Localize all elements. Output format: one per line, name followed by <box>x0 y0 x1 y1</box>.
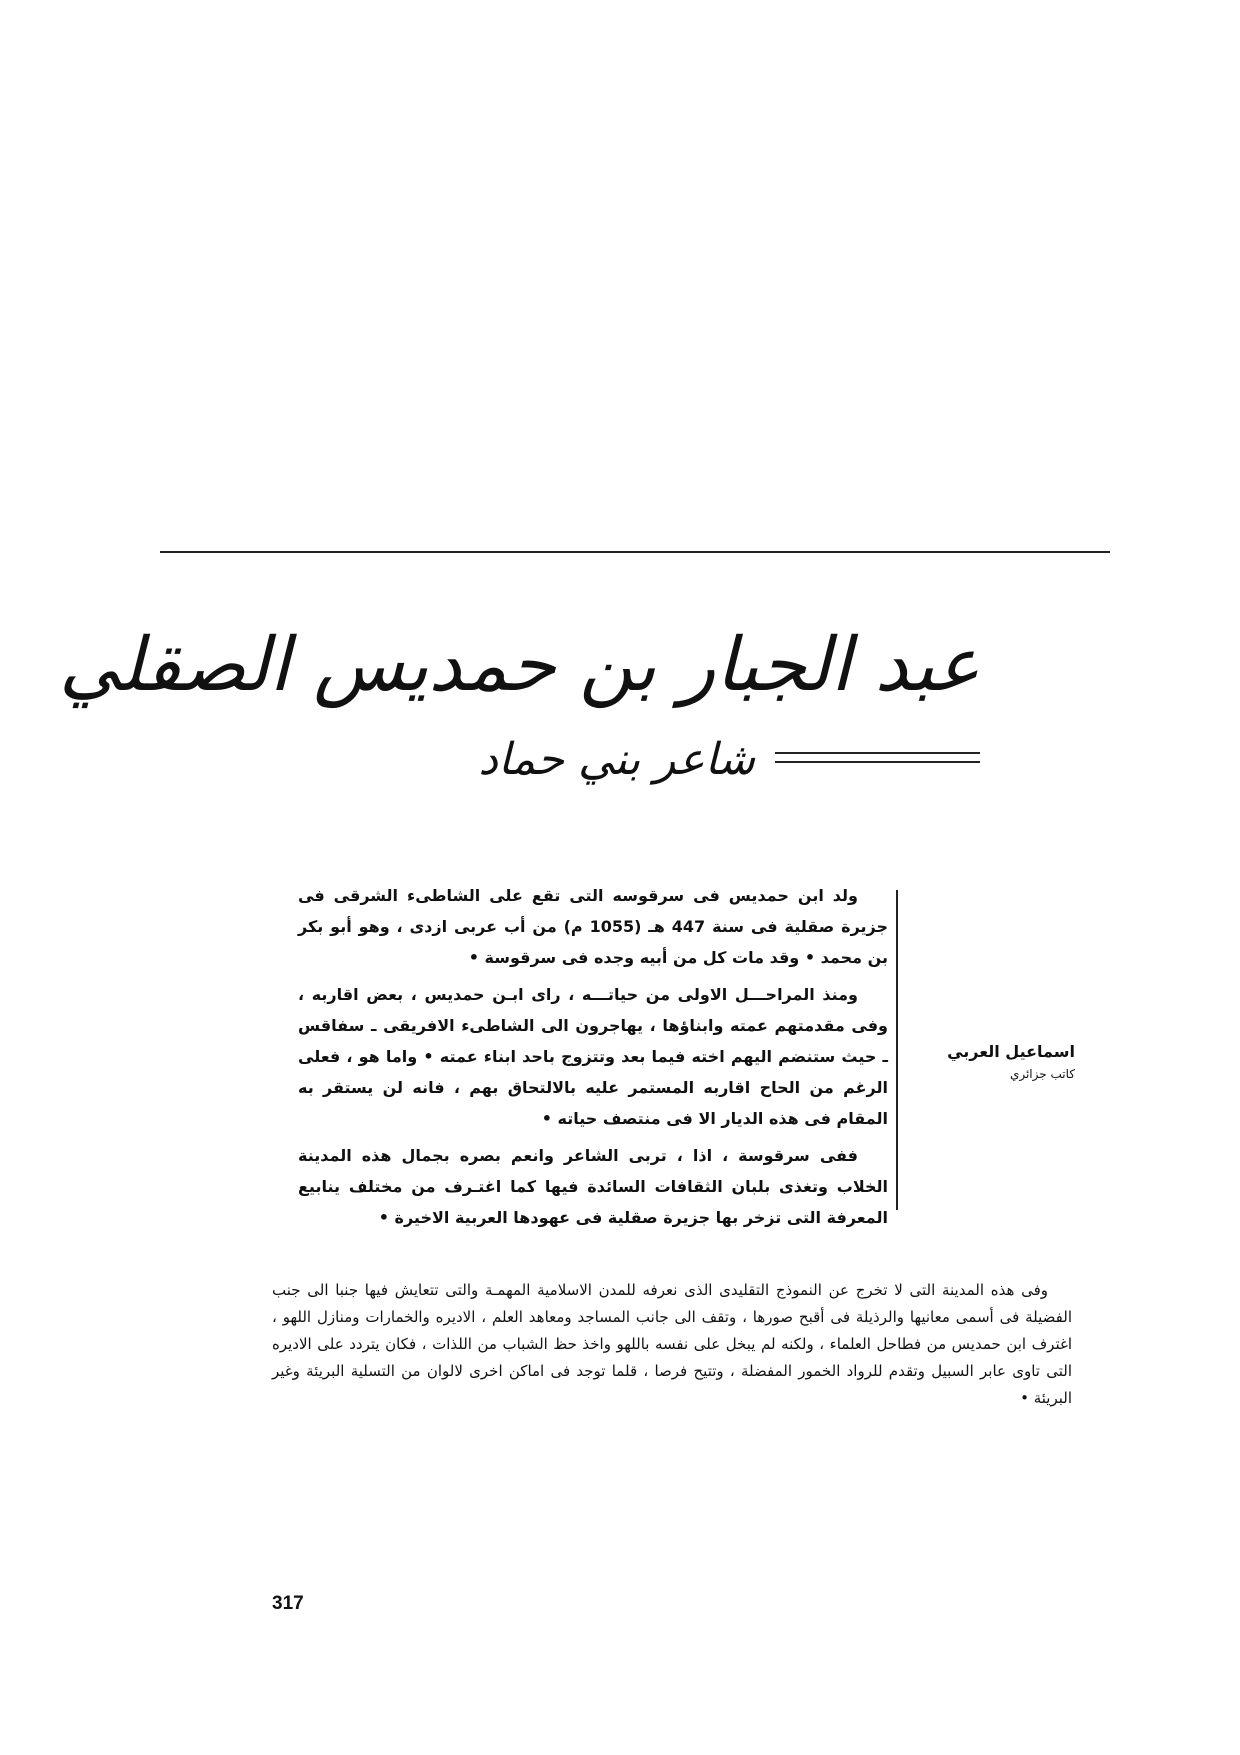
intro-paragraph: ومنذ المراحـــل الاولى من حياتـــه ، راى ابـن حمديس ، بعض اقاربه ، وفى مقدمتهم عمته وابناؤها ، يهاجرون الى الشاطىء الافريقى ـ سفاقس ـ حيث ستنضم اليهم اخته فيما بعد وتتزوج باحد ابناء عمته • واما هو ، فعلى الرغم من الحاح اقاربه المستمر عليه بالالتحاق بهم ، فانه لن يستقر به المقام فى هذه الديار الا فى منتصف حياته • <box>298 985 888 1128</box>
subtitle-double-rule <box>775 752 980 764</box>
article-subtitle: شاعر بني حماد <box>478 734 755 785</box>
intro-paragraph: ولد ابن حمديس فى سرقوسه التى تقع على الشاطىء الشرقى فى جزيرة صقلية فى سنة 447 هـ (1055 م) من أب عربى ازدى ، وهو أبو بكر بن محمد • وقد مات كل من أبيه وجده فى سرقوسة • <box>298 886 889 967</box>
subtitle-row <box>440 732 980 792</box>
body-text-block <box>272 1277 1072 1412</box>
top-divider-line <box>160 551 1110 553</box>
article-title: عبد الجبار بن حمديس الصقلي <box>58 622 980 708</box>
author-role: كاتب جزائري <box>1009 1067 1075 1081</box>
body-paragraph: وفى هذه المدينة التى لا تخرج عن النموذج التقليدى الذى نعرفه للمدن الاسلامية المهمـة والتى تتعايش فيها جنبا الى جنب الفضيلة فى أسمى معانيها والرذيلة فى أقبح صورها ، وتقف الى جانب المساجد ومعاهد العلم ، الاديره والخمارات ومنازل اللهو ، اغترف ابن حمديس من فطاحل العلماء ، ولكنه لم يبخل على نفسه باللهو واخذ حظ الشباب من اللذات ، فكان يتردد على الاديره التى تاوى عابر السبيل وتقدم للرواد الخمور المفضلة ، وتتيح فرصا ، قلما توجد فى اماكن اخرى لالوان من التسلية البريئة وغير البريئة • <box>272 1281 1072 1407</box>
intro-paragraph: ففى سرقوسة ، اذا ، تربى الشاعر وانعم بصره بجمال هذه المدينة الخلاب وتغذى بلبان الثقافات السائدة فيها كما اغتـرف من مختلف ينابيع المعرفة التى تزخر بها جزيرة صقلية فى عهودها العربية الاخيرة • <box>298 1146 888 1227</box>
page-number: 317 <box>272 1593 304 1614</box>
author-name: اسماعيل العربي <box>947 1042 1075 1061</box>
vertical-divider-line <box>896 890 898 1210</box>
intro-text-block <box>298 880 888 1239</box>
author-block <box>925 1040 1075 1084</box>
